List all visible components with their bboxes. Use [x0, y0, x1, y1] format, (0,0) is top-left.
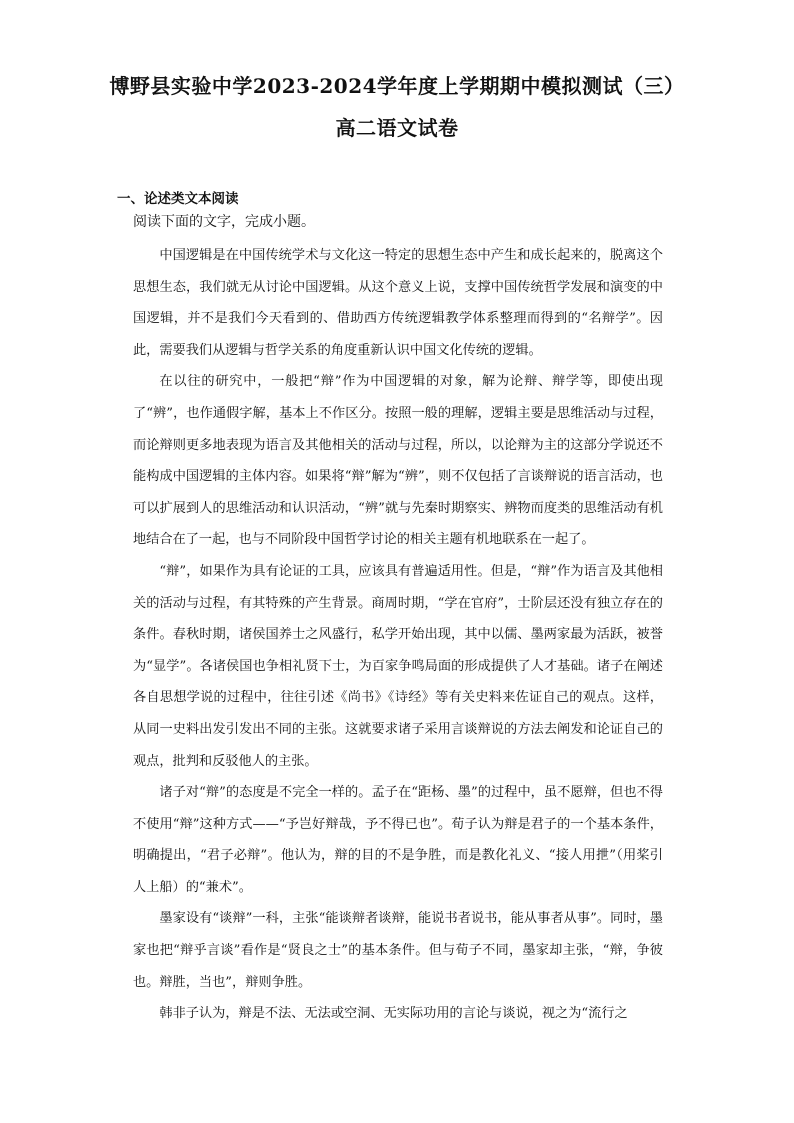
paragraph-5: 墨家设有“谈辩”一科，主张“能谈辩者谈辩，能说书者说书，能从事者从事”。同时，墨家也把“辩乎言谈”看作是“贤良之士”的基本条件。但与荀子不同，墨家却主张，“辩，争彼也。辩胜，当也”，辩则争胜。	[133, 911, 663, 990]
paragraph-1: 中国逻辑是在中国传统学术与文化这一特定的思想生态中产生和成长起来的，脱离这个思想生态，我们就无从讨论中国逻辑。从这个意义上说，支撑中国传统哲学发展和演变的中国逻辑，并不是我们今天看到的、借助西方传统逻辑教学体系整理而得到的“名辩学”。因此，需要我们从逻辑与哲学关系的角度重新认识中国文化传统的逻辑。	[133, 248, 663, 358]
paragraph-6: 韩非子认为，辩是不法、无法或空洞、无实际功用的言论与谈说，视之为“流行之	[159, 1006, 628, 1022]
reading-instruction: 阅读下面的文字，完成小题。	[133, 214, 315, 230]
paragraph-4: 诸子对“辩”的态度是不完全一样的。孟子在“距杨、墨”的过程中，虽不愿辩，但也不得不使用“辩”这种方式——“予岂好辩哉，予不得已也”。荀子认为辩是君子的一个基本条件，明确提出，“君子必辩”。他认为，辩的目的不是争胜，而是教化礼义、“接人用抴”（用桨引人上船）的“兼术”。	[133, 785, 663, 895]
paragraph-2: 在以往的研究中，一般把“辩”作为中国逻辑的对象，解为论辩、辩学等，即使出现了“辨”，也作通假字解，基本上不作区分。按照一般的理解，逻辑主要是思维活动与过程，而论辩则更多地表现为语言及其他相关的活动与过程，所以，以论辩为主的这部分学说还不能构成中国逻辑的主体内容。如果将“辩”解为“辨”，则不仅包括了言谈辩说的语言活动，也可以扩展到人的思维活动和认识活动，“辨”就与先秦时期察实、辨物而度类的思维活动有机地结合在了一起，也与不同阶段中国哲学讨论的相关主题有机地联系在一起了。	[133, 374, 663, 548]
section-heading: 一、论述类文本阅读	[117, 191, 239, 207]
exam-title: 博野县实验中学2023-2024学年度上学期期中模拟测试（三）	[109, 74, 685, 98]
paragraph-3: “辩”，如果作为具有论证的工具，应该具有普遍适用性。但是，“辩”作为语言及其他相关的活动与过程，有其特殊的产生背景。商周时期，“学在官府”，士阶层还没有独立存在的条件。春秋时期，诸侯国养士之风盛行，私学开始出现，其中以儒、墨两家最为活跃，被誉为“显学”。各诸侯国也争相礼贤下士，为百家争鸣局面的形成提供了人才基础。诸子在阐述各自思想学说的过程中，往往引述《尚书》《诗经》等有关史料来佐证自己的观点。这样，从同一史料出发引发出不同的主张。这就要求诸子采用言谈辩说的方法去阐发和论证自己的观点，批判和反驳他人的主张。	[133, 563, 663, 769]
exam-subtitle: 高二语文试卷	[335, 116, 459, 140]
reading-passage	[133, 240, 663, 1030]
